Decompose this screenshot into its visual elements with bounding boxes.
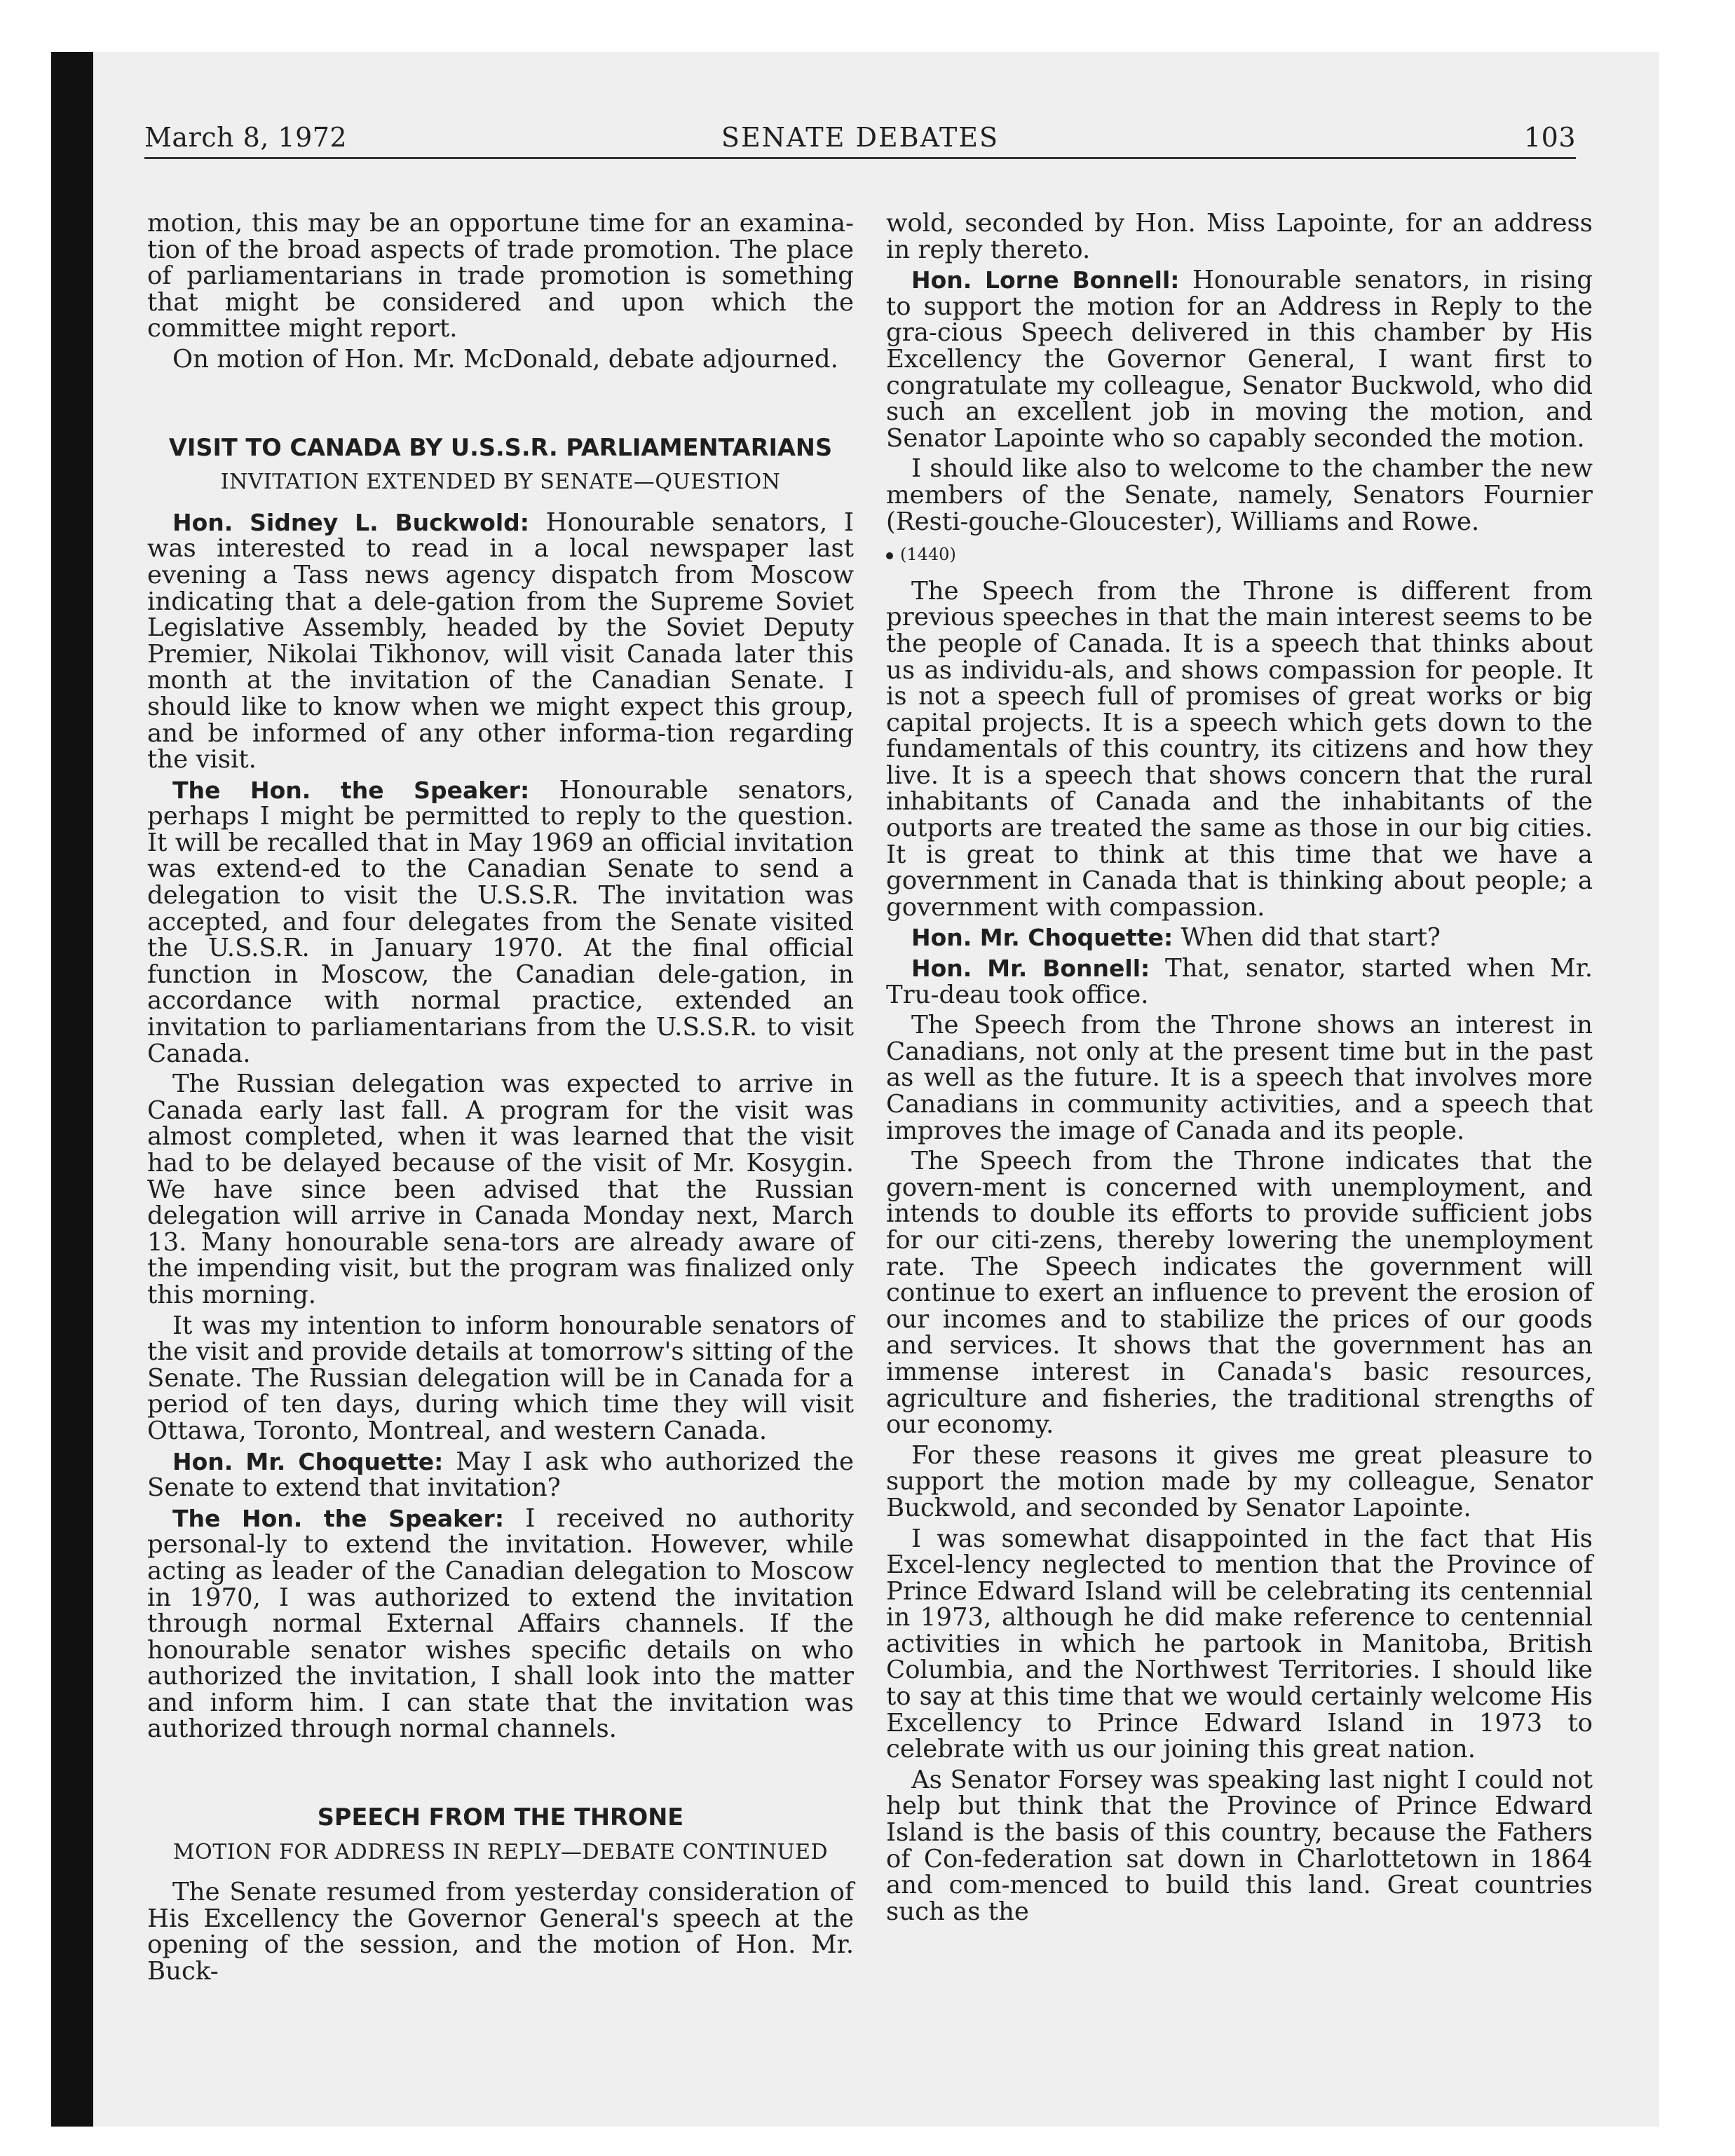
paragraph [147,507,854,775]
header-title: SENATE DEBATES [721,122,1000,153]
paragraph-text: Honourable senators, in rising to support the motion for an Address in Reply to the gra-cious Speech delivered in this chamber by His Excellency the Governor General, I want first to congratulate my colleague, Senator Buckwold, who did such an excellent job in moving the motion, and Senator Lapointe who so capably seconded the motion. [886,266,1593,453]
paragraph: It was my intention to inform honourable senators of the visit and provide details at tomorrow's sitting of the Senate. The Russian delegation will be in Canada for a period of ten days, during which time they will visit Ottawa, Toronto, Montreal, and western Canada. [147,1311,854,1445]
page-header [144,121,1576,159]
paragraph: The Speech from the Throne is different from previous speeches in that the main interest seems to be the people of Canada. It is a speech that thinks about us as individu-als, and shows compassion for people. It is not a speech full of promises of great works or big capital projects. It is a speech which gets down to the fundamentals of this country, its citizens and how they live. It is a speech that shows concern that the rural inhabitants of Canada and the inhabitants of the outports are treated the same as those in our big cities. It is great to think at this time that we have a government in Canada that is thinking about people; a government with compassion. [886,576,1593,922]
speaker-name: Hon. Lorne Bonnell: [911,266,1180,294]
header-date: March 8, 1972 [144,122,348,153]
paragraph: motion, this may be an opportune time for an examina-tion of the broad aspects of trade promotion. The place of parliamentarians in trade promotion is something that might be considered and upon which the committee might report. [147,209,854,343]
paragraph-text: That, senator, started when Mr. Tru-deau took office. [886,954,1593,1009]
speaker-name: Hon. Sidney L. Buckwold: [172,508,529,536]
speaker-name: Hon. Mr. Choquette: [911,924,1173,952]
paragraph-text: Honourable senators, perhaps I might be permitted to reply to the question. It will be recalled that in May 1969 an official invitation was extend-ed to the Canadian Senate to send a delegation to visit the U.S.S.R. The invitation was accepted, and four delegates from the Senate visited the U.S.S.R. in January 1970. At the final official function in Moscow, the Canadian dele-gation, in accordance with normal practice, extended an invitation to parliamentarians from the U.S.S.R. to visit Canada. [147,775,854,1068]
paragraph-text: May I ask who authorized the Senate to extend that invitation? [147,1447,854,1503]
paragraph-text: When did that start? [1181,923,1441,953]
paragraph: wold, seconded by Hon. Miss Lapointe, for an address in reply thereto. [886,209,1593,264]
paragraph [147,1449,854,1501]
time-marker [886,542,1593,568]
paragraph: I was somewhat disappointed in the fact that His Excel-lency neglected to mention that the Province of Prince Edward Island will be celebrating its centennial in 1973, although he did make reference to centennial activities in which he partook in Manitoba, British Columbia, and the Northwest Territories. I should like to say at this time that we would certainly welcome His Excellency to Prince Edward Island in 1973 to celebrate with us our joining this great nation. [886,1524,1593,1764]
paragraph [147,777,854,1067]
paragraph [886,955,1593,1008]
paragraph [886,925,1593,951]
left-column [147,210,854,1989]
scan-edge-bar [51,52,93,2127]
paragraph: The Speech from the Throne indicates that the govern-ment is concerned with unemployment, and intends to double its efforts to provide sufficient jobs for our citi-zens, thereby lowering the unemployment rate. The Speech indicates the government will continue to exert an influence to prevent the erosion of our incomes and to stabilize the prices of our goods and services. It shows that the government has an immense interest in Canada's basic resources, agriculture and fisheries, the traditional strengths of our economy. [886,1147,1593,1440]
paragraph [886,267,1593,451]
speaker-name: The Hon. the Speaker: [172,776,530,804]
right-column [886,210,1593,1929]
paragraph: I should like also to welcome to the chamber the new members of the Senate, namely, Senators Fournier (Resti-gouche-Gloucester), Williams and Rowe. [886,454,1593,536]
paragraph: For these reasons it gives me great pleasure to support the motion made by my colleague, Senator Buckwold, and seconded by Senator Lapointe. [886,1440,1593,1522]
page-number: 103 [1523,122,1576,153]
paragraph-text: Honourable senators, I was interested to read in a local newspaper last evening a Tass news agency dispatch from Moscow indicating that a dele-gation from the Supreme Soviet Legislative Assembly, headed by the Soviet Deputy Premier, Nikolai Tikhonov, will visit Canada later this month at the invitation of the Canadian Senate. I should like to know when we might expect this group, and be informed of any other informa-tion regarding the visit. [147,507,854,775]
paragraph: As Senator Forsey was speaking last night I could not help but think that the Province of Prince Edward Island is the basis of this country, because the Fathers of Con-federation sat down in Charlottetown in 1864 and com-menced to build this land. Great countries such as the [886,1765,1593,1926]
time-marker-text: (1440) [900,545,956,565]
section-subtitle: INVITATION EXTENDED BY SENATE—QUESTION [220,470,781,495]
paragraph [147,1503,854,1744]
paragraph: On motion of Hon. Mr. McDonald, debate adjourned. [172,344,838,374]
paragraph-text: I received no authority personal-ly to extend the invitation. However, while acting as leader of the Canadian delegation to Moscow in 1970, I was authorized to extend the invitation through normal External Affairs channels. If the honourable senator wishes specific details on who authorized the invitation, I shall look into the matter and inform him. I can state that the invitation was authorized through normal channels. [147,1503,854,1744]
section-title: SPEECH FROM THE THRONE [317,1803,684,1831]
paragraph: The Russian delegation was expected to arrive in Canada early last fall. A program for the visit was almost completed, when it was learned that the visit had to be delayed because of the visit of Mr. Kosygin. We have since been advised that the Russian delegation will arrive in Canada Monday next, March 13. Many honourable sena-tors are already aware of the impending visit, but the program was finalized only this morning. [147,1070,854,1309]
section-title: VISIT TO CANADA BY U.S.S.R. PARLIAMENTARIANS [168,433,833,461]
bullet-icon [886,552,893,559]
speaker-name: Hon. Mr. Bonnell: [911,955,1150,983]
paragraph: The Senate resumed from yesterday consideration of His Excellency the Governor General's speech at the opening of the session, and the motion of Hon. Mr. Buck- [147,1878,854,1986]
speaker-name: The Hon. the Speaker: [172,1504,505,1532]
speaker-name: Hon. Mr. Choquette: [172,1447,444,1475]
section-subtitle: MOTION FOR ADDRESS IN REPLY—DEBATE CONTINUED [172,1839,829,1864]
paragraph: The Speech from the Throne shows an interest in Canadians, not only at the present time but in the past as well as the future. It is a speech that involves more Canadians in community activities, and a speech that improves the image of Canada and its people. [886,1011,1593,1145]
